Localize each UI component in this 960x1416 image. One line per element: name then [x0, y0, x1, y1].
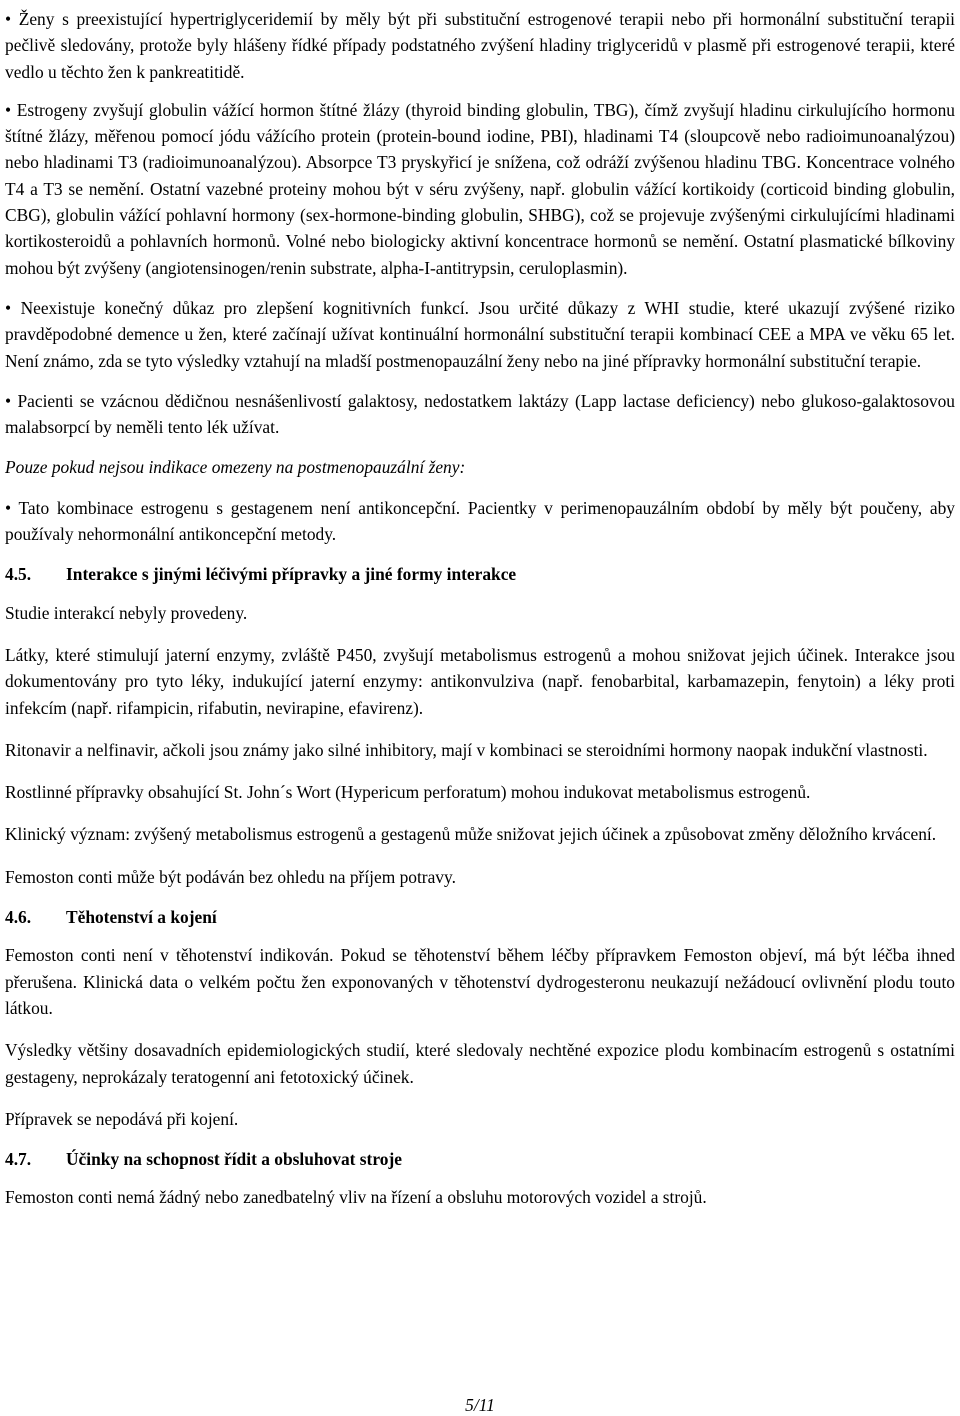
paragraph: Látky, které stimulují jaterní enzymy, zvláště P450, zvyšují metabolismus estrogenů a mohou snižovat jejich účinek. Interakce jsou dokumentovány pro tyto léky, indukující jaterní enzymy: antikonvulziva (např. fenobarbital, karbamazepin, fenytoin) a léky proti infekcím (např. rifampicin, rifabutin, nevirapine, efavirenz).	[5, 644, 955, 718]
bullet-galactose-intolerance	[5, 388, 955, 441]
page-number: 5/11	[465, 1395, 495, 1415]
section-heading-4-5	[5, 561, 955, 587]
paragraph: Klinický význam: zvýšený metabolismus estrogenů a gestagenů může snižovat jejich účinek a způsobovat změny děložního krvácení.	[5, 824, 937, 845]
bullet-text: Tato kombinace estrogenu s gestagenem není antikoncepční. Pacientky v perimenopauzálním období by měly být poučeny, aby používaly nehormonální antikoncepční metody.	[5, 497, 955, 545]
bullet-text: Estrogeny zvyšují globulin vážící hormon štítné žlázy (thyroid binding globulin, TBG), čímž zvyšují hladinu cirkulujícího hormonu štítné žlázy, měřenou pomocí jódu vážícího protein (protein-bound iodine, PBI), hladinami T4 (sloupcově nebo radioimunoanalýzou) nebo hladinami T3 (radioimunoanalýzou). Absorpce T3 pryskyřicí je snížena, což odráží zvýšenou hladinu TBG. Koncentrace volného T4 a T3 se nemění. Ostatní vazebné proteiny mohou být v séru zvýšeny, např. globulin vážící kortikoidy (corticoid binding globulin, CBG), globulin vážící pohlavní hormony (sex-hormone-binding globulin, SHBG), což se projevuje zvýšenými cirkulujícími hladinami kortikosteroidů a pohlavních hormonů. Volné nebo biologicky aktivní koncentrace hormonů se nemění. Ostatní plasmatické bílkoviny mohou být zvýšeny (angiotensinogen/renin substrate, alpha-I-antitrypsin, ceruloplasmin).	[5, 99, 955, 278]
bullet-thyroid-binding	[5, 97, 955, 281]
bullet-marker: •	[5, 497, 12, 518]
bullet-hypertriglyceridemia	[5, 6, 955, 85]
document-page	[5, 6, 955, 1211]
bullet-marker: •	[5, 390, 12, 411]
paragraph: Rostlinné přípravky obsahující St. John´s Wort (Hypericum perforatum) mohou indukovat metabolismus estrogenů.	[5, 782, 811, 803]
section-heading-4-6	[5, 904, 955, 930]
bullet-contraception	[5, 495, 955, 548]
paragraph: Výsledky většiny dosavadních epidemiologických studií, které sledovaly nechtěné expozice plodu kombinacím estrogenů s ostatními gestageny, neprokázaly teratogenní ani fetotoxický účinek.	[5, 1040, 955, 1087]
bullet-text: Pacienti se vzácnou dědičnou nesnášenlivostí galaktosy, nedostatkem laktázy (Lapp lactase deficiency) nebo glukoso-galaktosovou malabsorpcí by neměli tento lék užívat.	[5, 390, 955, 438]
paragraph: Přípravek se nepodává při kojení.	[5, 1108, 239, 1129]
section-number: 4.5.	[5, 564, 32, 585]
bullet-cognitive-function	[5, 295, 955, 374]
section-title: Interakce s jinými léčivými přípravky a jiné formy interakce	[66, 564, 517, 585]
section-title: Účinky na schopnost řídit a obsluhovat stroje	[66, 1149, 402, 1170]
paragraph: Femoston conti není v těhotenství indikován. Pokud se těhotenství během léčby přípravkem Femoston objeví, má být léčba ihned přerušena. Klinická data o velkém počtu žen exponovaných v těhotenství dydrogesteronu neukazují nežádoucí ovlivnění plodu touto látkou.	[5, 945, 955, 1018]
paragraph: Ritonavir a nelfinavir, ačkoli jsou známy jako silné inhibitory, mají v kombinaci se steroidními hormony naopak indukční vlastnosti.	[5, 739, 928, 760]
bullet-text: Neexistuje konečný důkaz pro zlepšení kognitivních funkcí. Jsou určité důkazy z WHI studie, které ukazují zvýšené riziko pravděpodobné demence u žen, které začínají užívat kontinuální hormonální substituční terapii kombinací CEE a MPA ve věku 65 let. Není známo, zda se tyto výsledky vztahují na mladší postmenopauzální ženy nebo na jiné přípravky hormonální substituční terapie.	[5, 297, 955, 371]
bullet-marker: •	[5, 297, 12, 318]
bullet-marker: •	[5, 9, 12, 29]
section-number: 4.6.	[5, 907, 32, 928]
section-heading-4-7	[5, 1146, 955, 1172]
paragraph: Femoston conti může být podáván bez ohledu na příjem potravy.	[5, 866, 456, 887]
bullet-text: Ženy s preexistující hypertriglyceridemií by měly být při substituční estrogenové terapii nebo při hormonální substituční terapii pečlivě sledovány, protože byly hlášeny řídké případy podstatného zvýšení hladiny triglyceridů v plasmě při estrogenové terapii, které vedlo u těchto žen k pankreatitidě.	[5, 9, 955, 82]
paragraph: Femoston conti nemá žádný nebo zanedbatelný vliv na řízení a obsluhu motorových vozidel a strojů.	[5, 1187, 707, 1208]
postmeno-subheading: Pouze pokud nejsou indikace omezeny na postmenopauzální ženy:	[5, 457, 466, 478]
bullet-marker: •	[5, 99, 12, 120]
section-title: Těhotenství a kojení	[66, 907, 217, 928]
paragraph: Studie interakcí nebyly provedeny.	[5, 602, 248, 623]
section-number: 4.7.	[5, 1149, 32, 1170]
